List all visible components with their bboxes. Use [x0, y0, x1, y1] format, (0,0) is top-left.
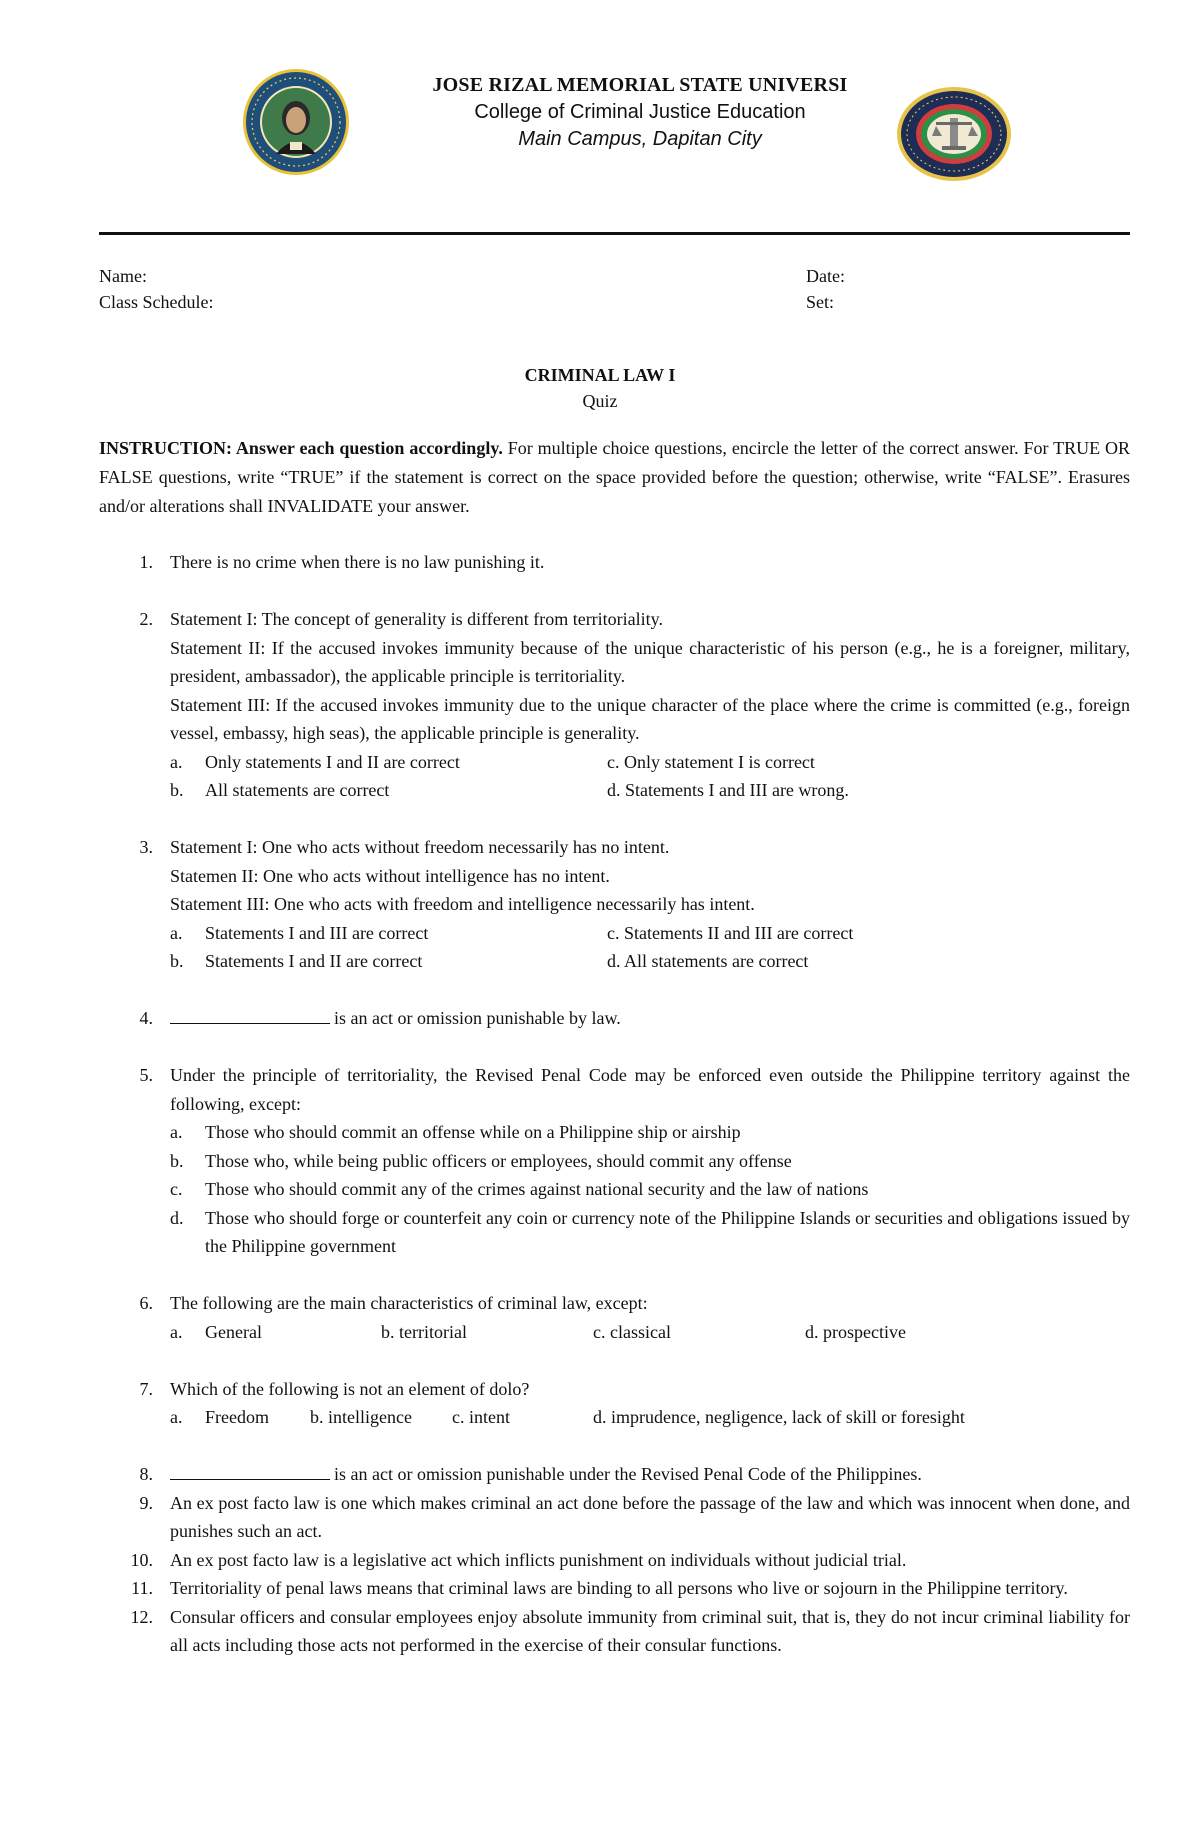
student-info: [99, 263, 1130, 315]
question-3: [99, 833, 1130, 976]
set-label: Set:: [806, 292, 835, 312]
question-text: is an act or omission punishable under the Revised Penal Code of the Philippines.: [334, 1464, 922, 1484]
question-11: [99, 1574, 1130, 1603]
question-number: 10.: [130, 1549, 153, 1570]
question-list: [99, 548, 1130, 1660]
question-text: Under the principle of territoriality, the Revised Penal Code may be enforced even outside the Philippine territory against the following, except:: [170, 1065, 1130, 1114]
question-8: [99, 1460, 1130, 1489]
university-seal-logo: [242, 68, 350, 176]
choice-b-text: All statements are correct: [205, 780, 390, 800]
choices-row-1: [170, 919, 1130, 948]
choice-d[interactable]: d. prospective: [805, 1321, 906, 1342]
university-name: JOSE RIZAL MEMORIAL STATE UNIVERSI: [432, 74, 848, 96]
instruction-body: For multiple choice questions, encircle the letter of the correct answer. For TRUE OR FALSE questions, write “TRUE” if the statement is correct on the space provided before the question; otherwise, write “FALSE”. Erasures and/or alterations shall INVALIDATE your answer.: [99, 438, 1130, 516]
statement-1: Statement I: The concept of generality is different from territoriality.: [170, 609, 663, 629]
choice-text: Those who should commit an offense while on a Philippine ship or airship: [205, 1122, 741, 1142]
question-text: is an act or omission punishable by law.: [334, 1008, 621, 1028]
question-1: [99, 548, 1130, 577]
choice-c[interactable]: [170, 1175, 1130, 1204]
info-row-1: [99, 263, 1130, 289]
choice-text: Those who, while being public officers or employees, should commit any offense: [205, 1150, 792, 1171]
choice-c[interactable]: c. classical: [593, 1321, 671, 1342]
question-text: Consular officers and consular employees enjoy absolute immunity from criminal suit, that is, they do not incur criminal liability for all acts including those acts not performed in the exercise of their consular functions.: [170, 1606, 1130, 1655]
choices-row: [170, 1318, 1130, 1347]
choice-a[interactable]: [170, 1118, 1130, 1147]
quiz-type: Quiz: [582, 391, 618, 411]
question-text: Territoriality of penal laws means that criminal laws are binding to all persons who live or sojourn in the Philippine territory.: [170, 1578, 1068, 1598]
question-12: [99, 1603, 1130, 1660]
answer-blank[interactable]: [170, 1461, 330, 1480]
statement-3: Statement III: One who acts with freedom and intelligence necessarily has intent.: [170, 894, 755, 914]
choices-row-2: [170, 776, 1130, 805]
question-number: 5.: [139, 1065, 153, 1085]
statement-2: Statement II: If the accused invokes immunity because of the unique characteristic of his person (e.g., he is a foreigner, military, president, ambassador), the applicable principle is territoriality.: [170, 637, 1130, 686]
choice-b[interactable]: b. territorial: [381, 1321, 467, 1342]
question-number: 12.: [130, 1606, 153, 1627]
question-10: [99, 1546, 1130, 1575]
question-9: [99, 1489, 1130, 1546]
question-4: [99, 1004, 1130, 1033]
course-title: CRIMINAL LAW I: [524, 365, 676, 385]
choices-row-1: [170, 748, 1130, 777]
choice-a-letter[interactable]: a.: [170, 1321, 183, 1342]
question-number: 8.: [139, 1464, 153, 1484]
choice-text: Those who should commit any of the crimes against national security and the law of nations: [205, 1179, 869, 1199]
question-number: 6.: [139, 1293, 153, 1313]
question-number: 11.: [131, 1578, 153, 1598]
answer-blank[interactable]: [170, 1005, 330, 1024]
question-number: 1.: [139, 552, 153, 572]
university-heading: [380, 72, 900, 153]
question-6: [99, 1289, 1130, 1346]
choice-letter: c.: [170, 1179, 183, 1199]
choice-b-letter[interactable]: b.: [170, 780, 184, 800]
quiz-title: [0, 362, 1200, 414]
choice-d[interactable]: d. imprudence, negligence, lack of skill or foresight: [593, 1407, 965, 1427]
choices-row: [170, 1403, 1130, 1432]
question-7: [99, 1375, 1130, 1432]
question-number: 7.: [139, 1378, 153, 1399]
college-seal-logo: [896, 86, 1012, 182]
college-name: College of Criminal Justice Education: [474, 101, 806, 123]
choice-d[interactable]: d. Statements I and III are wrong.: [607, 780, 849, 800]
choice-d[interactable]: d. All statements are correct: [607, 951, 809, 971]
header-divider: [99, 232, 1130, 235]
class-schedule-label: Class Schedule:: [99, 292, 214, 312]
info-row-2: [99, 289, 1130, 315]
question-text: Which of the following is not an element of dolo?: [170, 1378, 530, 1399]
statement-2: Statemen II: One who acts without intelligence has no intent.: [170, 865, 610, 886]
choice-c[interactable]: c. Only statement I is correct: [607, 751, 815, 772]
campus-name: Main Campus, Dapitan City: [518, 128, 762, 150]
question-text: An ex post facto law is a legislative act which inflicts punishment on individuals without judicial trial.: [170, 1549, 907, 1570]
question-number: 4.: [139, 1008, 153, 1028]
choice-a-letter[interactable]: a.: [170, 1407, 183, 1427]
choice-letter: a.: [170, 1122, 183, 1142]
choice-a-text: Freedom: [205, 1407, 269, 1427]
choice-a-letter[interactable]: a.: [170, 922, 183, 943]
choice-letter: b.: [170, 1150, 184, 1171]
name-label: Name:: [99, 266, 147, 286]
choice-c[interactable]: c. intent: [452, 1407, 510, 1427]
choice-b-letter[interactable]: b.: [170, 951, 184, 971]
question-number: 3.: [139, 837, 153, 857]
choice-b[interactable]: b. intelligence: [310, 1407, 412, 1427]
date-label: Date:: [806, 266, 845, 286]
choice-b-text: Statements I and II are correct: [205, 951, 423, 971]
instruction-lead: INSTRUCTION: Answer each question accordingly.: [99, 438, 503, 458]
choices-row-2: [170, 947, 1130, 976]
header: [0, 0, 1200, 180]
choice-a-text: General: [205, 1321, 262, 1342]
question-text: An ex post facto law is one which makes criminal an act done before the passage of the law and which was innocent when done, and punishes such an act.: [170, 1492, 1130, 1541]
instructions: [99, 434, 1130, 521]
choice-text: Those who should forge or counterfeit any coin or currency note of the Philippine Islands or securities and obligations issued by the Philippine government: [205, 1207, 1130, 1256]
question-2: [99, 605, 1130, 805]
choice-a-text: Only statements I and II are correct: [205, 751, 460, 772]
choice-a-text: Statements I and III are correct: [205, 922, 429, 943]
question-number: 2.: [139, 609, 153, 629]
choice-letter: d.: [170, 1207, 184, 1228]
choice-d[interactable]: [170, 1204, 1130, 1261]
question-number: 9.: [139, 1492, 153, 1513]
statement-1: Statement I: One who acts without freedom necessarily has no intent.: [170, 837, 670, 857]
question-text: The following are the main characteristics of criminal law, except:: [170, 1293, 648, 1313]
statement-3: Statement III: If the accused invokes immunity due to the unique character of the place where the crime is committed (e.g., foreign vessel, embassy, high seas), the applicable principle is generality.: [170, 694, 1130, 743]
choice-a-letter[interactable]: a.: [170, 751, 183, 772]
question-text: There is no crime when there is no law punishing it.: [170, 552, 545, 572]
question-5: [99, 1061, 1130, 1261]
choice-c[interactable]: c. Statements II and III are correct: [607, 922, 854, 943]
choice-b[interactable]: [170, 1147, 1130, 1176]
